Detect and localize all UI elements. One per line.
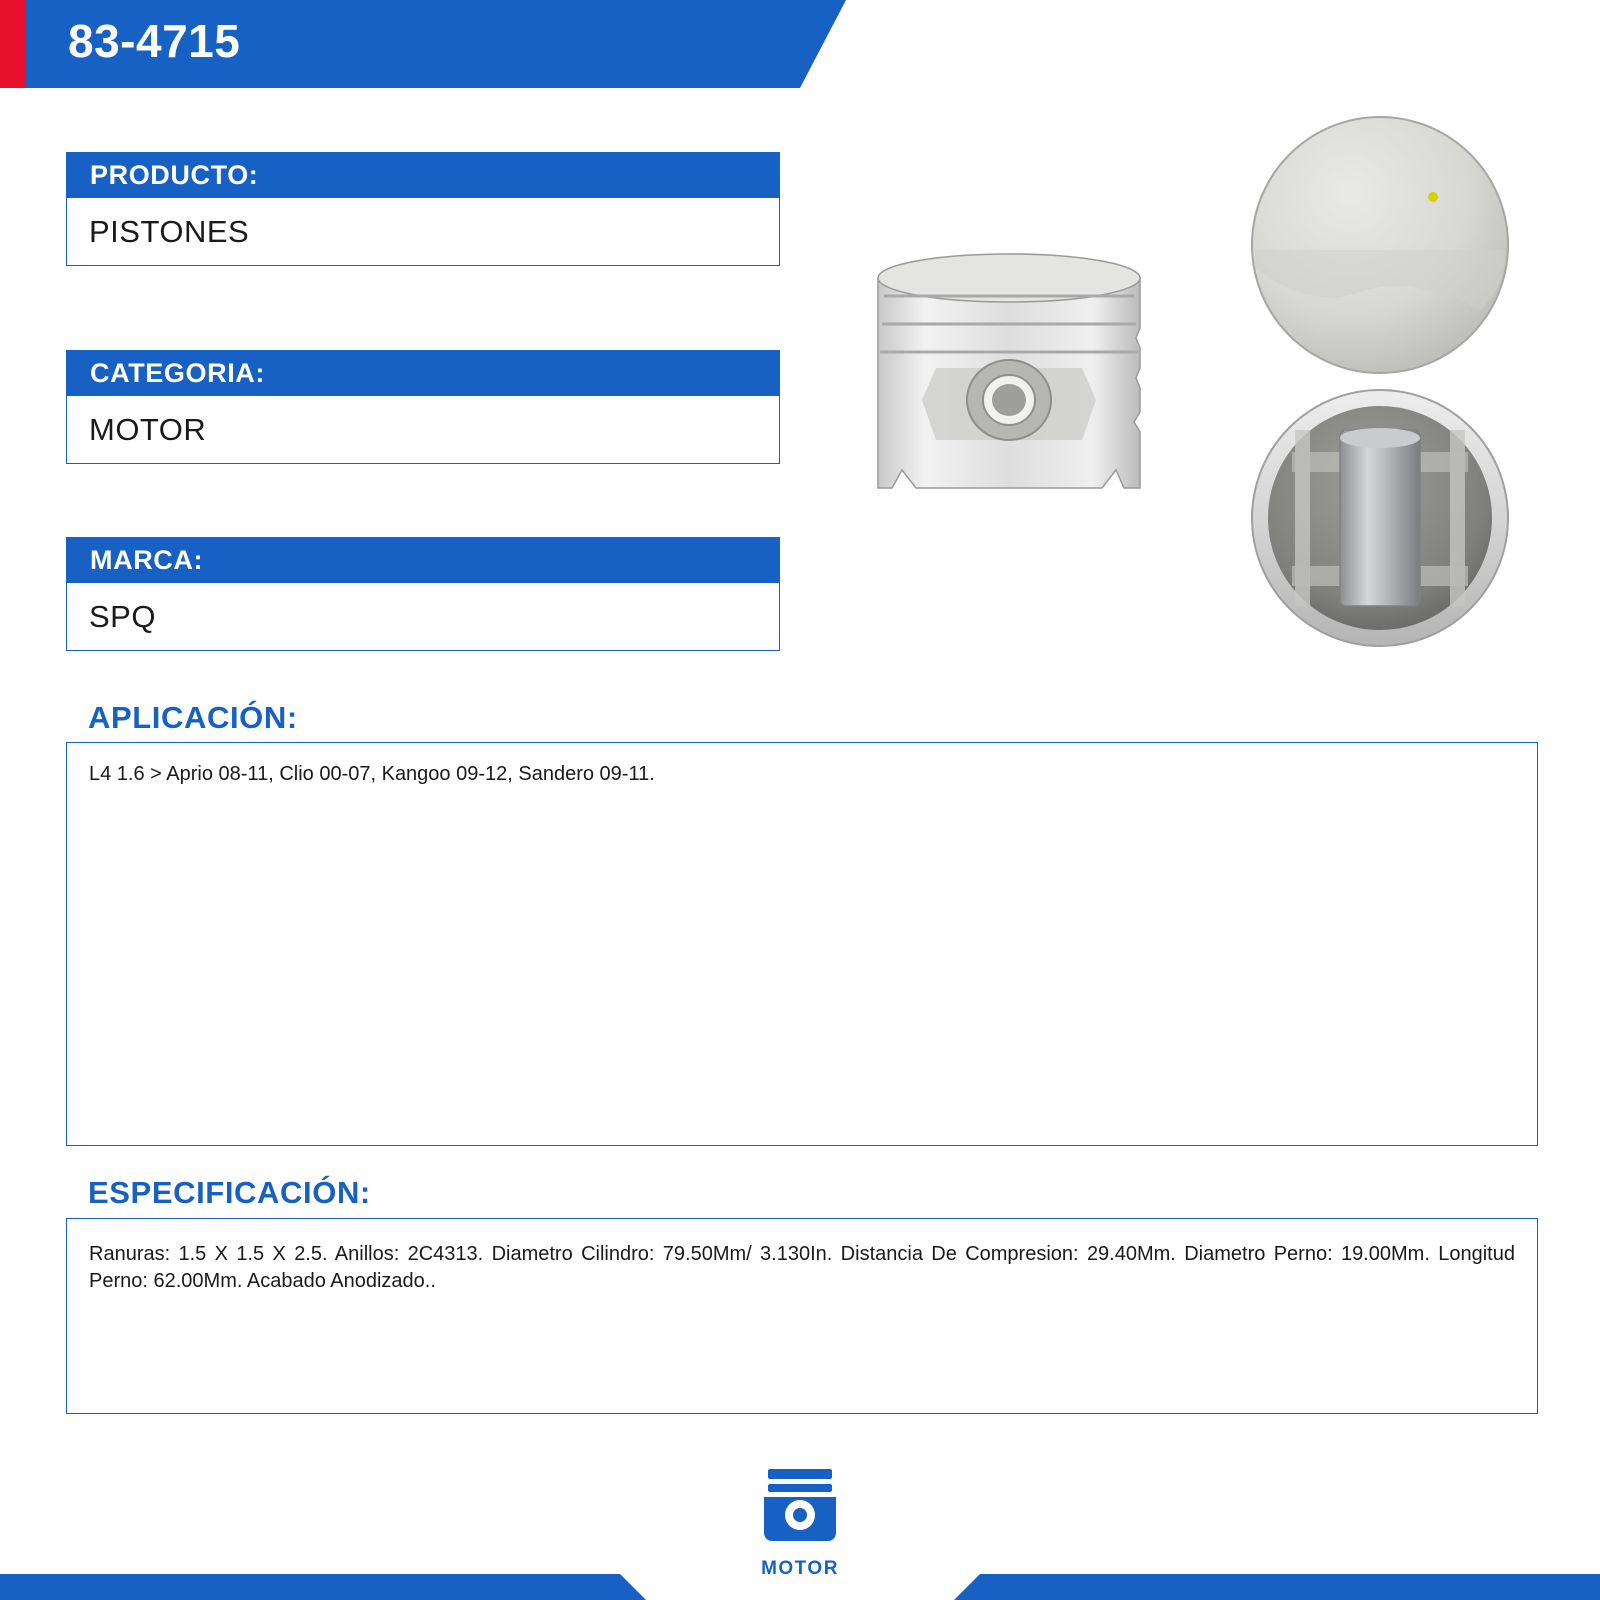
piston-crown-top-view (1252, 117, 1508, 373)
piston-side-view (878, 254, 1140, 488)
field-categoria (66, 350, 780, 464)
product-image (840, 100, 1550, 660)
footer-logo (715, 1465, 885, 1580)
field-producto-label: PRODUCTO: (66, 152, 780, 198)
page-header (0, 0, 1600, 88)
field-marca-value: SPQ (89, 598, 156, 634)
part-number: 83-4715 (68, 15, 241, 67)
aplicacion-box (66, 742, 1538, 1146)
footer-bar-right (980, 1574, 1600, 1600)
piston-underside-view (1252, 390, 1508, 646)
aplicacion-text: L4 1.6 > Aprio 08-11, Clio 00-07, Kangoo 09-12, Sandero 09-11. (89, 763, 655, 785)
footer-bar-left (0, 1574, 620, 1600)
especificacion-title: ESPECIFICACIÓN: (88, 1175, 371, 1210)
field-producto-value: PISTONES (89, 213, 250, 249)
field-categoria-value-box (66, 396, 780, 464)
especificacion-text: Ranuras: 1.5 X 1.5 X 2.5. Anillos: 2C4313. Diametro Cilindro: 79.50Mm/ 3.130In. Distancia De Compresion: 29.40Mm. Diametro Perno: 19.00Mm. Longitud Perno: 62.00Mm. Acabado Anodizado.. (89, 1243, 1515, 1292)
footer-bar-right-slant (954, 1574, 980, 1600)
aplicacion-title: APLICACIÓN: (88, 700, 298, 735)
footer-bar-left-slant (620, 1574, 646, 1600)
field-categoria-value: MOTOR (89, 411, 207, 447)
field-marca-label: MARCA: (66, 537, 780, 583)
field-producto-value-box (66, 198, 780, 266)
especificacion-box (66, 1218, 1538, 1414)
piston-icon (754, 1538, 846, 1555)
page-footer (0, 1560, 1600, 1600)
field-marca-value-box (66, 583, 780, 651)
header-blue-slant (800, 0, 846, 88)
footer-logo-label: MOTOR (761, 1558, 839, 1579)
field-categoria-label: CATEGORIA: (66, 350, 780, 396)
field-producto (66, 152, 780, 266)
field-marca (66, 537, 780, 651)
header-red-accent (0, 0, 26, 88)
